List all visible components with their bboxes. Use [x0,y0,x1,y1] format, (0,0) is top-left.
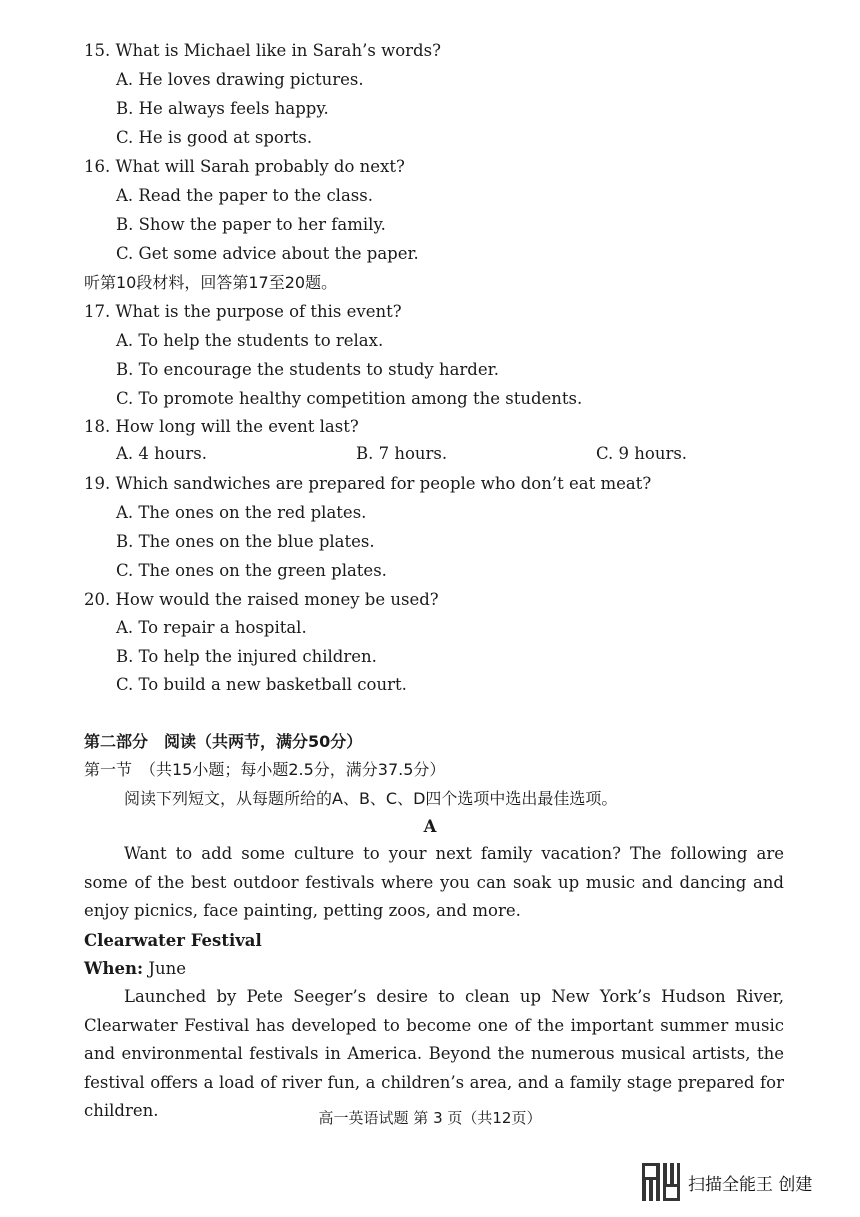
when-label: When: [84,959,144,978]
question-19-stem: 19. Which sandwiches are prepared for people who don’t eat meat? [84,474,652,493]
question-20-option-c: C. To build a new basketball court. [116,675,407,694]
reading-instruction: 阅读下列短文，从每题所给的A、B、C、D四个选项中选出最佳选项。 [124,789,618,808]
question-20-option-a: A. To repair a hospital. [116,618,307,637]
question-18-option-c: C. 9 hours. [596,444,688,463]
question-17-option-a: A. To help the students to relax. [116,331,384,350]
listening-instruction: 听第10段材料，回答第17至20题。 [84,273,338,292]
question-16-option-c: C. Get some advice about the paper. [116,244,419,263]
question-19-option-c: C. The ones on the green plates. [116,561,387,580]
when-value: June [143,959,187,978]
question-15-option-b: B. He always feels happy. [116,99,329,118]
question-18-option-a: A. 4 hours. [116,444,207,463]
question-16-option-a: A. Read the paper to the class. [116,186,373,205]
question-17-option-c: C. To promote healthy competition among the students. [116,389,583,408]
question-16-option-b: B. Show the paper to her family. [116,215,386,234]
question-20-option-b: B. To help the injured children. [116,647,377,666]
festival-name: Clearwater Festival [84,931,262,950]
question-15-option-c: C. He is good at sports. [116,128,313,147]
scanner-watermark [642,1162,812,1202]
question-15-option-a: A. He loves drawing pictures. [116,70,364,89]
festival-when [84,958,186,980]
question-15-stem: 15. What is Michael like in Sarah’s words? [84,41,441,60]
question-19-option-a: A. The ones on the red plates. [116,503,367,522]
question-17-stem: 17. What is the purpose of this event? [84,302,402,321]
question-20-stem: 20. How would the raised money be used? [84,590,439,609]
festival-description: Launched by Pete Seeger’s desire to clean up New York’s Hudson River, Clearwater Festival has developed to become one of the important summer music and environmental festivals in America. Beyond the numerous musical artists, the festival offers a load of river fun, a children’s area, and a family stage prepared for children. [84,987,784,1120]
question-18-stem: 18. How long will the event last? [84,417,359,436]
watermark-text: 扫描全能王 创建 [688,1174,813,1195]
question-16-stem: 16. What will Sarah probably do next? [84,157,405,176]
question-18-option-b: B. 7 hours. [356,444,448,463]
section-one-title: 第一节 （共15小题；每小题2.5分，满分37.5分） [84,760,446,779]
qr-code-icon [642,1163,680,1201]
passage-label: A [423,817,437,836]
passage-intro: Want to add some culture to your next family vacation? The following are some of the best outdoor festivals where you can soak up music and dancing and enjoy picnics, face painting, petting zoos, and more. [84,844,784,920]
part-two-title: 第二部分 阅读（共两节，满分50分） [84,732,363,751]
question-19-option-b: B. The ones on the blue plates. [116,532,375,551]
page-footer: 高一英语试题 第 3 页（共12页） [318,1109,542,1127]
question-17-option-b: B. To encourage the students to study harder. [116,360,499,379]
